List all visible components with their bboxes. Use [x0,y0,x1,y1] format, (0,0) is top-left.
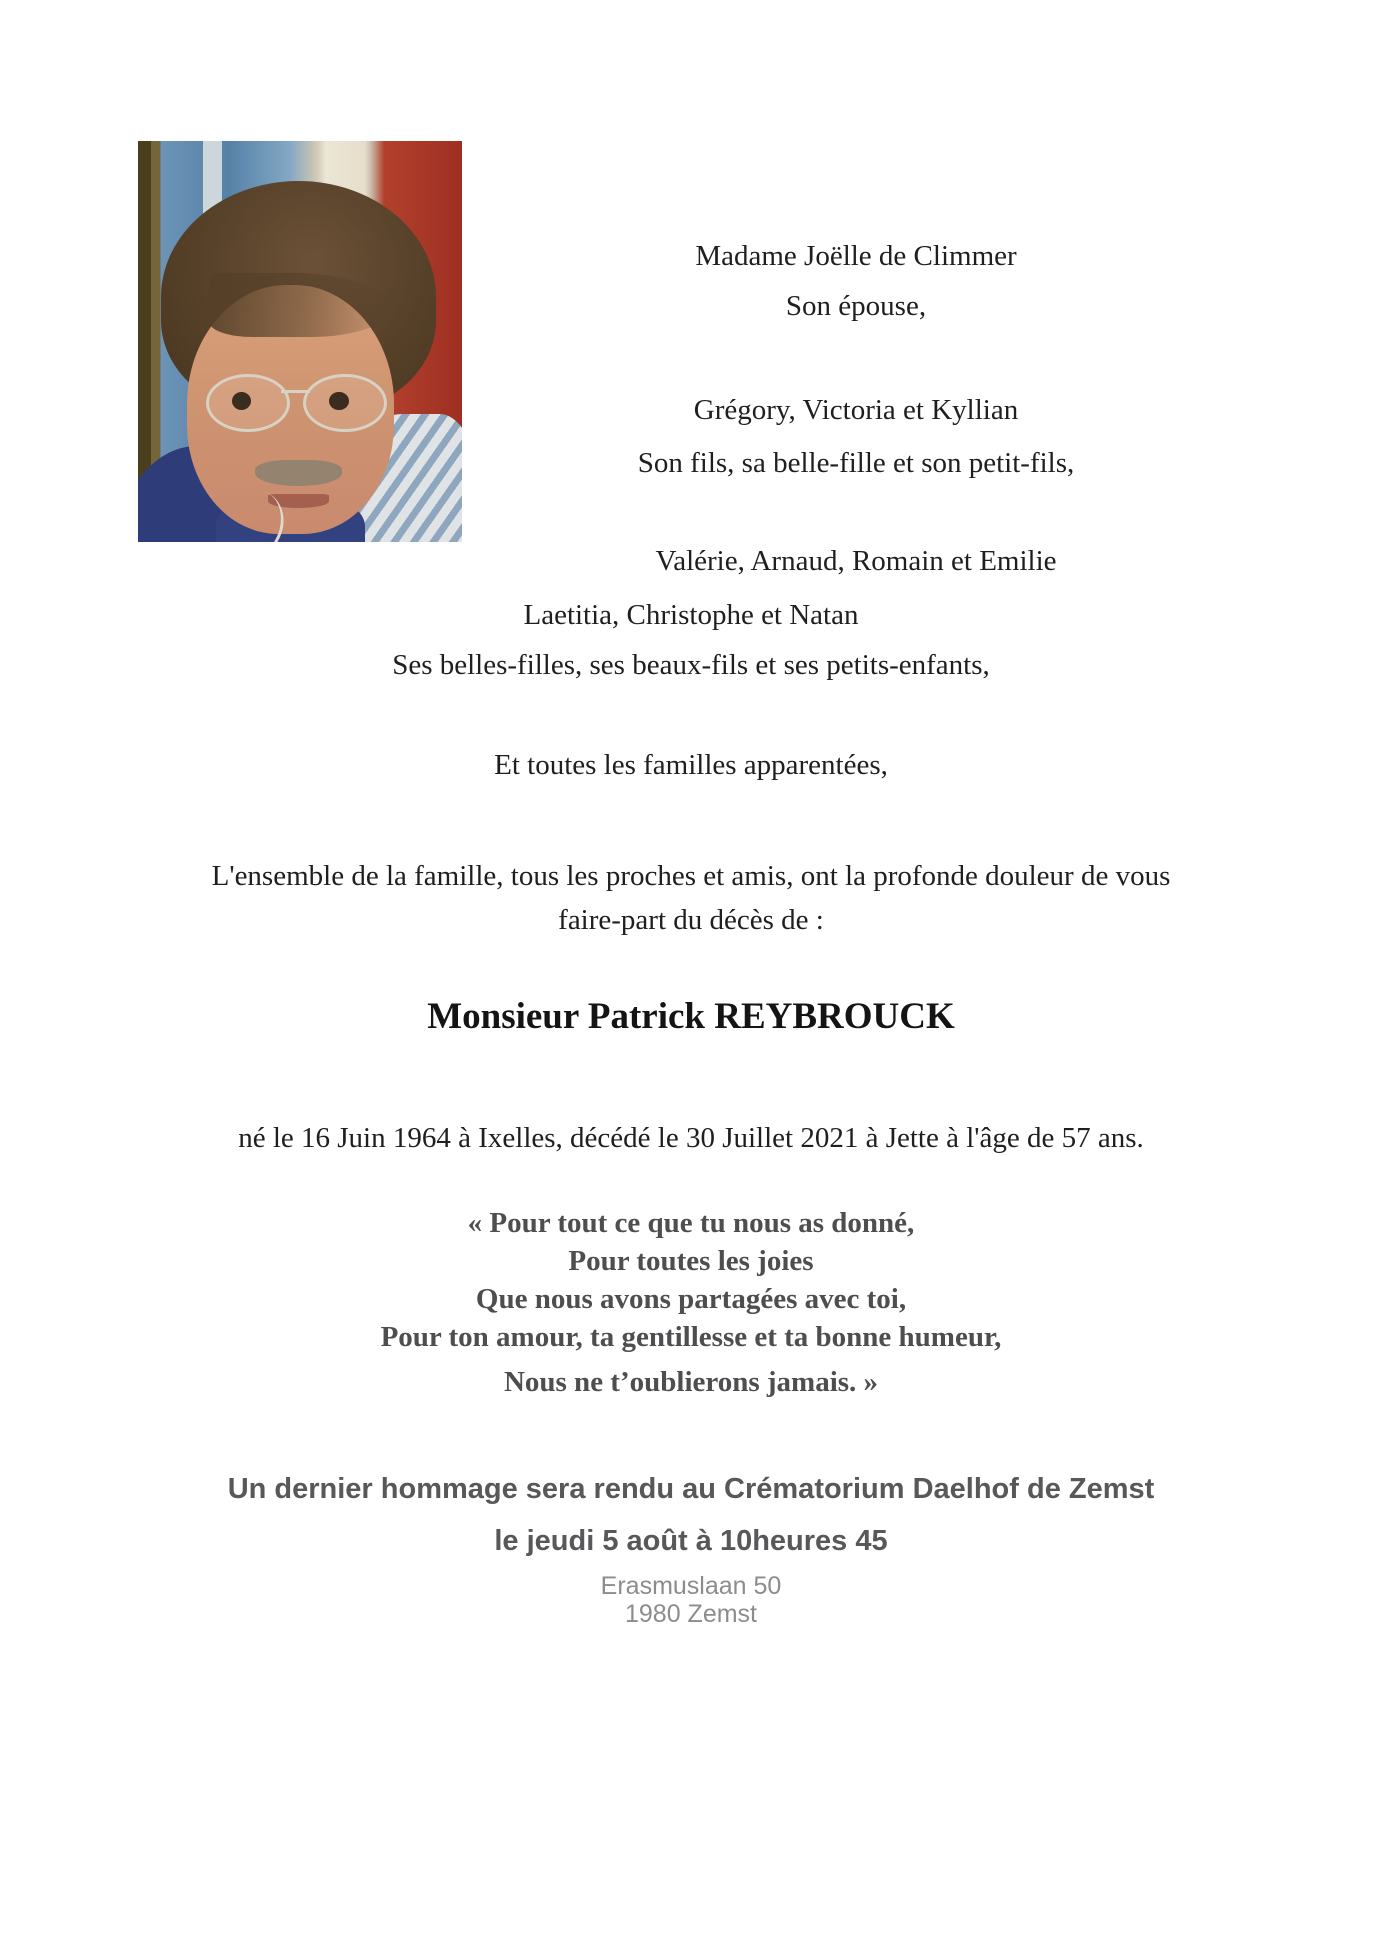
ceremony-line1: Un dernier hommage sera rendu au Crématorium Daelhof de Zemst [227,1473,1155,1505]
related-families: Et toutes les familles apparentées, [494,749,888,781]
spouse-relation: Son épouse, [785,290,927,322]
quote-line-3: Que nous avons partagées avec toi, [475,1283,907,1315]
life-dates: né le 16 Juin 1964 à Ixelles, décédé le 30 Juillet 2021 à Jette à l'âge de 57 ans. [238,1122,1144,1154]
portrait-photo [138,141,462,542]
photo-glasses-bridge [281,390,310,393]
ceremony-address-line2: 1980 Zemst [624,1600,757,1628]
quote-line-1: « Pour tout ce que tu nous as donné, [467,1207,915,1239]
ceremony-line2: le jeudi 5 août à 10heures 45 [494,1525,888,1557]
photo-left-eye [232,392,251,410]
inlaws-relation: Ses belles-filles, ses beaux-fils et ses petits-enfants, [392,649,990,681]
quote-line-2: Pour toutes les joies [568,1245,814,1277]
deceased-name: Monsieur Patrick REYBROUCK [427,996,955,1037]
son-relation: Son fils, sa belle-fille et son petit-fils, [637,447,1075,479]
inlaws-names-line1: Valérie, Arnaud, Romain et Emilie [655,545,1057,577]
spouse-names: Madame Joëlle de Climmer [695,240,1017,272]
ceremony-address-line1: Erasmuslaan 50 [600,1572,782,1600]
quote-line-5: Nous ne t’oublierons jamais. » [503,1366,879,1398]
inlaws-names-line2: Laetitia, Christophe et Natan [523,599,859,631]
photo-mustache [255,460,342,486]
announcement-line2: faire-part du décès de : [558,904,824,936]
son-names: Grégory, Victoria et Kyllian [693,394,1019,426]
photo-right-eye [329,392,348,410]
quote-line-4: Pour ton amour, ta gentillesse et ta bonne humeur, [380,1321,1002,1353]
announcement-line1: L'ensemble de la famille, tous les proches et amis, ont la profonde douleur de vous [211,860,1171,892]
